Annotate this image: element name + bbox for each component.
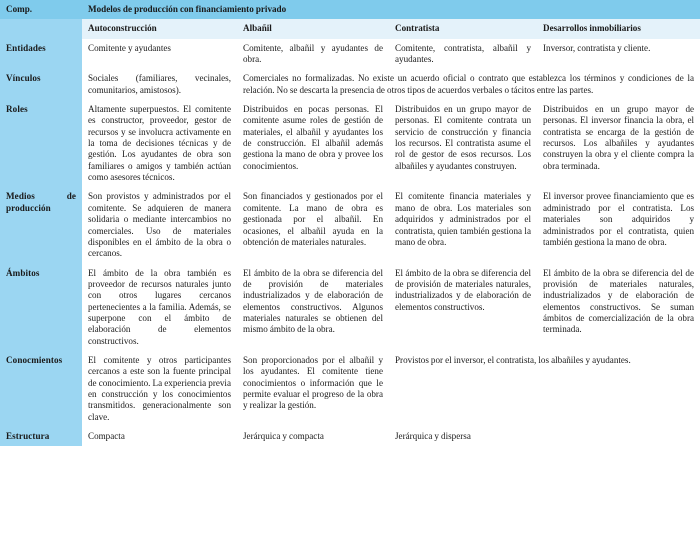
cell-estructura-autoconstruccion: Compacta	[82, 427, 237, 446]
cell-estructura-merged: Jerárquica y dispersa	[389, 427, 700, 446]
cell-medios-desarrollos: El inversor provee financiamiento que es administrado por el contratista. Los materiales son adquiridos y administrados por el contratista, quien también gestiona la mano de obra.	[537, 187, 700, 263]
cell-conocmientos-autoconstruccion: El comitente y otros participantes cercanos a este son la fuente principal de conocimiento. La experiencia previa en construcción y los conocimientos transmitidos. generacionalmente son clave.	[82, 351, 237, 427]
subheader-empty-label-cell	[0, 19, 82, 38]
row-label-estructura: Estructura	[0, 427, 82, 446]
table-row	[0, 69, 700, 100]
cell-medios-contratista: El comitente financia materiales y mano de obra. Los materiales son adquiridos y administrados por el contratista, quien también gestiona la mano de obra.	[389, 187, 537, 263]
cell-roles-contratista: Distribuidos en un grupo mayor de personas. El comitente contrata un servicio de construcción y financia los recursos. El contratista asume el rol de gestor de esos recursos. Los albañiles y ayudantes construyen.	[389, 100, 537, 187]
column-header-autoconstruccion: Autoconstrucción	[82, 19, 237, 38]
table-subheader-row	[0, 19, 700, 38]
cell-ambitos-albanil: El ámbito de la obra se diferencia del de provisión de materiales industrializados y de elaboración de elementos constructivos. Algunos materiales naturales se obtienen del mismo ámbito de la obra.	[237, 264, 389, 351]
column-header-desarrollos-inmobiliarios: Desarrollos inmobiliarios	[537, 19, 700, 38]
cell-medios-albanil: Son financiados y gestionados por el comitente. La mano de obra es gestionada por el albañil. En ocasiones, el albañil ayuda en la obtención de materiales naturales.	[237, 187, 389, 263]
cell-roles-desarrollos: Distribuidos en un grupo mayor de personas. El inversor financia la obra, el contratista se encarga de la gestión de recursos. Los albañiles y ayudantes construyen la obra y el cliente compra la obra terminada.	[537, 100, 700, 187]
cell-medios-autoconstruccion: Son provistos y administrados por el comitente. Se adquieren de manera solidaria o mediante intercambios no comerciales. Uso de materiales disponibles en el ámbito de la obra o cercanos.	[82, 187, 237, 263]
row-label-ambitos: Ámbitos	[0, 264, 82, 351]
column-header-contratista: Contratista	[389, 19, 537, 38]
cell-entidades-albanil: Comitente, albañil y ayudantes de obra.	[237, 39, 389, 70]
header-banner-title: Modelos de producción con financiamiento privado	[82, 0, 700, 19]
table-row	[0, 39, 700, 70]
cell-conocmientos-albanil: Son proporcionados por el albañil y los ayudantes. El comitente tiene conocimientos o información que le permite evaluar el progreso de la obra y realizar la gestión.	[237, 351, 389, 427]
cell-ambitos-desarrollos: El ámbito de la obra se diferencia del de provisión de materiales naturales, industrializados y de elaboración de elementos constructivos. Se suman ámbitos de comercialización de la obra terminada.	[537, 264, 700, 351]
cell-roles-autoconstruccion: Altamente superpuestos. El comitente es constructor, proveedor, gestor de recursos y se involucra activamente en la toma de decisiones técnicas y de gestión. Los ayudantes de obra son familiares o amigos y también actúan como asesores técnicos.	[82, 100, 237, 187]
table-row	[0, 427, 700, 446]
cell-vinculos-merged: Comerciales no formalizadas. No existe un acuerdo oficial o contrato que establezca los términos y condiciones de la relación. No se descarta la presencia de otros tipos de acuerdos verbales o tácitos entre las partes.	[237, 69, 700, 100]
cell-entidades-autoconstruccion: Comitente y ayudantes	[82, 39, 237, 70]
cell-ambitos-autoconstruccion: El ámbito de la obra también es proveedor de recursos naturales junto con otros lugares cercanos pertenecientes a la familia. Además, se superpone con el ámbito de elaboración de elementos constructivos.	[82, 264, 237, 351]
row-label-entidades: Entidades	[0, 39, 82, 70]
cell-roles-albanil: Distribuidos en pocas personas. El comitente asume roles de gestión de materiales, el albañil y ayudantes los de construcción. El albañil además gestiona la mano de obra y provee los conocimientos.	[237, 100, 389, 187]
row-label-medios-de-produccion: Medios de producción	[0, 187, 82, 263]
cell-entidades-contratista: Comitente, contratista, albañil y ayudantes.	[389, 39, 537, 70]
cell-entidades-desarrollos: Inversor, contratista y cliente.	[537, 39, 700, 70]
cell-conocmientos-merged: Provistos por el inversor, el contratista, los albañiles y ayudantes.	[389, 351, 700, 427]
cell-vinculos-autoconstruccion: Sociales (familiares, vecinales, comunitarios, amistosos).	[82, 69, 237, 100]
row-label-roles: Roles	[0, 100, 82, 187]
table-header-banner-row	[0, 0, 700, 19]
table-row	[0, 264, 700, 351]
cell-ambitos-contratista: El ámbito de la obra se diferencia del de provisión de materiales naturales, industrializados y de elaboración de elementos constructivos.	[389, 264, 537, 351]
table-row	[0, 187, 700, 263]
column-header-albanil: Albañil	[237, 19, 389, 38]
row-label-conocmientos: Conocmientos	[0, 351, 82, 427]
table-row	[0, 100, 700, 187]
table-row	[0, 351, 700, 427]
row-label-vinculos: Vínculos	[0, 69, 82, 100]
cell-estructura-albanil: Jerárquica y compacta	[237, 427, 389, 446]
header-label-col: Comp.	[0, 0, 82, 19]
